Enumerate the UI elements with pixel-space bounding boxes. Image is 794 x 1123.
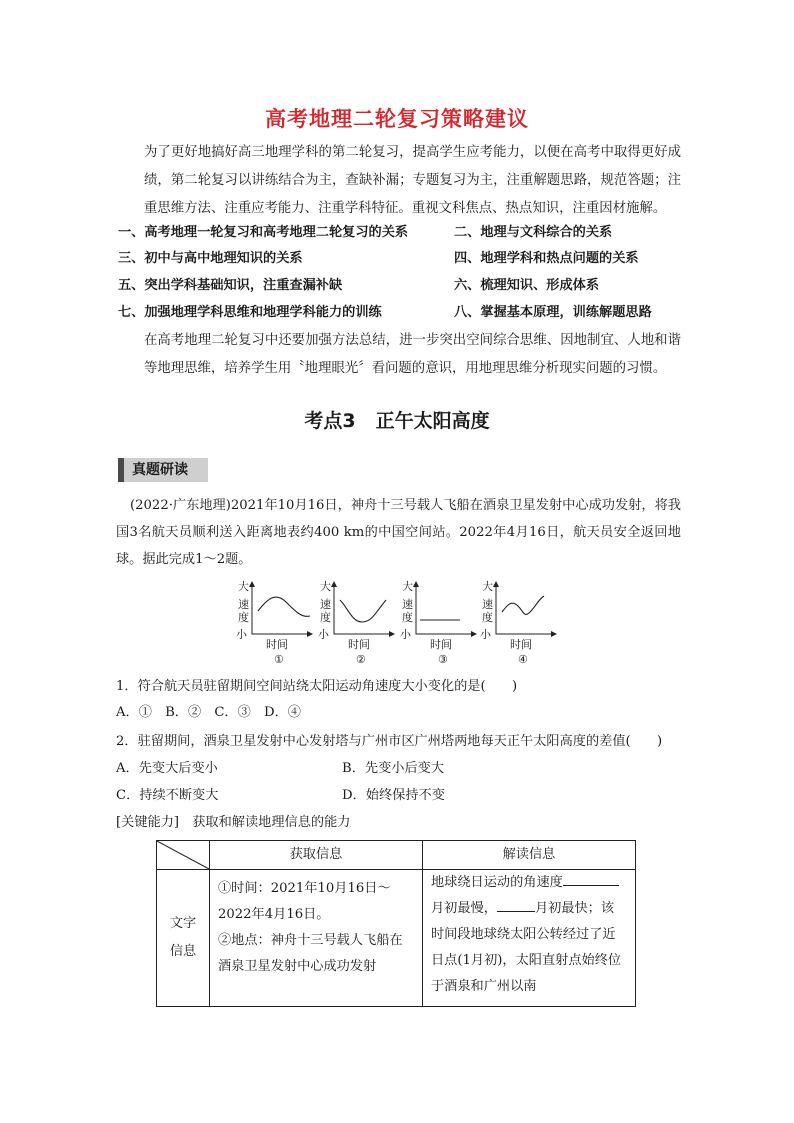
speed-graph [400,578,480,668]
tag-label: 真题研读 [132,462,188,478]
y-label-bottom: 小 [400,628,411,641]
y-label-bottom: 小 [236,628,247,641]
y-label-bottom: 小 [480,628,491,641]
y-label-mid: 速 [482,598,493,611]
axis-lines [334,582,394,634]
section-item: 六、梳理知识、形成体系 [454,278,600,293]
x-axis-arrow [389,631,395,637]
y-label-mid: 速 [320,598,331,611]
x-axis-arrow [551,631,557,637]
y-label-top: 大 [320,580,331,593]
graph-number: ③ [438,653,448,666]
closing-paragraph: 在高考地理二轮复习中还要加强方法总结，进一步突出空间综合思维、因地制宜、人地和谐等地理思维，培养学生用〝地理眼光〞看问题的意识，用地理思维分析现实问题的习惯。 [144,333,681,376]
info-table [156,840,636,1007]
y-label-mid: 度 [320,611,331,624]
y-label-mid: 速 [402,598,413,611]
x-axis-arrow [307,631,313,637]
section-item: 八、掌握基本原理，训练解题思路 [454,305,652,320]
y-axis-arrow [493,581,499,587]
section-item: 五、突出学科基础知识，注重查漏补缺 [118,278,343,293]
page-title: 高考地理二轮复习策略建议 [265,107,529,131]
y-label-mid: 速 [238,598,249,611]
table-corner [157,841,210,870]
x-axis-arrow [471,631,477,637]
corner-diagonal [157,841,209,869]
speed-curve [340,600,386,622]
y-axis-arrow [249,581,255,587]
y-label-bottom: 小 [318,628,329,641]
y-axis-arrow [331,581,337,587]
section-item: 七、加强地理学科思维和地理学科能力的训练 [118,305,382,320]
question-2-option-c: C．持续不断变大 [116,788,219,803]
graph-number: ① [274,653,284,666]
question-2-option-a: A．先变大后变小 [116,761,218,776]
question-intro: (2022·广东地理)2021年10月16日，神舟十三号载人飞船在酒泉卫星发射中心成功发射，将我国3名航天员顺利送入距离地表约400 km的中国空间站。2022年4月16日，航天员安全返回地球。据此完成1～2题。 [116,498,681,567]
section-row [0,245,794,272]
kaodian-topic: 正午太阳高度 [375,410,490,432]
section-item: 三、初中与高中地理知识的关系 [118,251,303,266]
x-axis-label: 时间 [510,638,532,651]
obtain-time: ①时间：2021年10月16日～2022年4月16日。 [218,881,391,922]
section-item: 一、高考地理一轮复习和高考地理二轮复习的关系 [118,225,409,240]
speed-curve [258,597,310,616]
section-row [0,219,794,246]
question-1-options: A．① B．② C．③ D．④ [116,705,301,720]
table-header-interpret: 解读信息 [423,841,636,870]
table-header-obtain: 获取信息 [210,841,423,870]
y-label-top: 大 [402,580,413,593]
obtain-place: ②地点：神舟十三号载人飞船在酒泉卫星发射中心成功发射 [218,933,403,974]
x-axis-label: 时间 [430,638,452,651]
speed-curve [502,596,544,614]
section-item: 二、地理与文科综合的关系 [454,225,613,240]
key-ability: [关键能力] 获取和解读地理信息的能力 [116,815,351,830]
answer-blank[interactable] [497,911,535,912]
y-label-mid: 度 [238,611,249,624]
y-axis-arrow [413,581,419,587]
x-axis-label: 时间 [348,638,370,651]
y-label-top: 大 [238,580,249,593]
intro-paragraph: 为了更好地搞好高三地理学科的第二轮复习，提高学生应考能力，以便在高考中取得更好成绩，第二轮复习以讲练结合为主，查缺补漏；专题复习为主，注重解题思路，规范答题；注重思维方法、注重应考能力、注重学科特征。重视文科焦点、热点知识，注重因材施解。 [144,145,681,216]
speed-graph [318,578,398,668]
section-row [0,272,794,299]
interpret-cell: 地球绕日运动的角速度 月初最慢， 月初最快；该时间段地球绕太阳公转经过了近日点(1月初)，太阳直射点始终位于酒泉和广州以南 [423,870,636,1007]
y-label-mid: 度 [482,611,493,624]
section-row [0,299,794,326]
tag-bar [118,458,124,482]
question-2-option-b: B．先变小后变大 [342,761,445,776]
question-2-stem: 2．驻留期间，酒泉卫星发射中心发射塔与广州市区广州塔两地每天正午太阳高度的差值( ) [116,734,663,749]
question-2-option-d: D．始终保持不变 [342,788,445,803]
row-label: 文字 信息 [157,870,210,1007]
y-label-top: 大 [482,580,493,593]
question-1-stem: 1．符合航天员驻留期间空间站绕太阳运动角速度大小变化的是( ) [116,679,518,694]
obtain-cell [210,870,423,1007]
graph-number: ② [356,653,366,666]
graph-number: ④ [518,653,528,666]
kaodian-label: 考点3 [304,410,356,432]
section-item: 四、地理学科和热点问题的关系 [454,251,639,266]
x-axis-label: 时间 [266,638,288,651]
speed-graph [236,578,316,668]
speed-graph [480,578,560,668]
section-tag [118,458,208,482]
y-label-mid: 度 [402,611,413,624]
kaodian-heading [0,406,794,433]
axis-lines [416,582,476,634]
answer-blank[interactable] [563,885,619,886]
